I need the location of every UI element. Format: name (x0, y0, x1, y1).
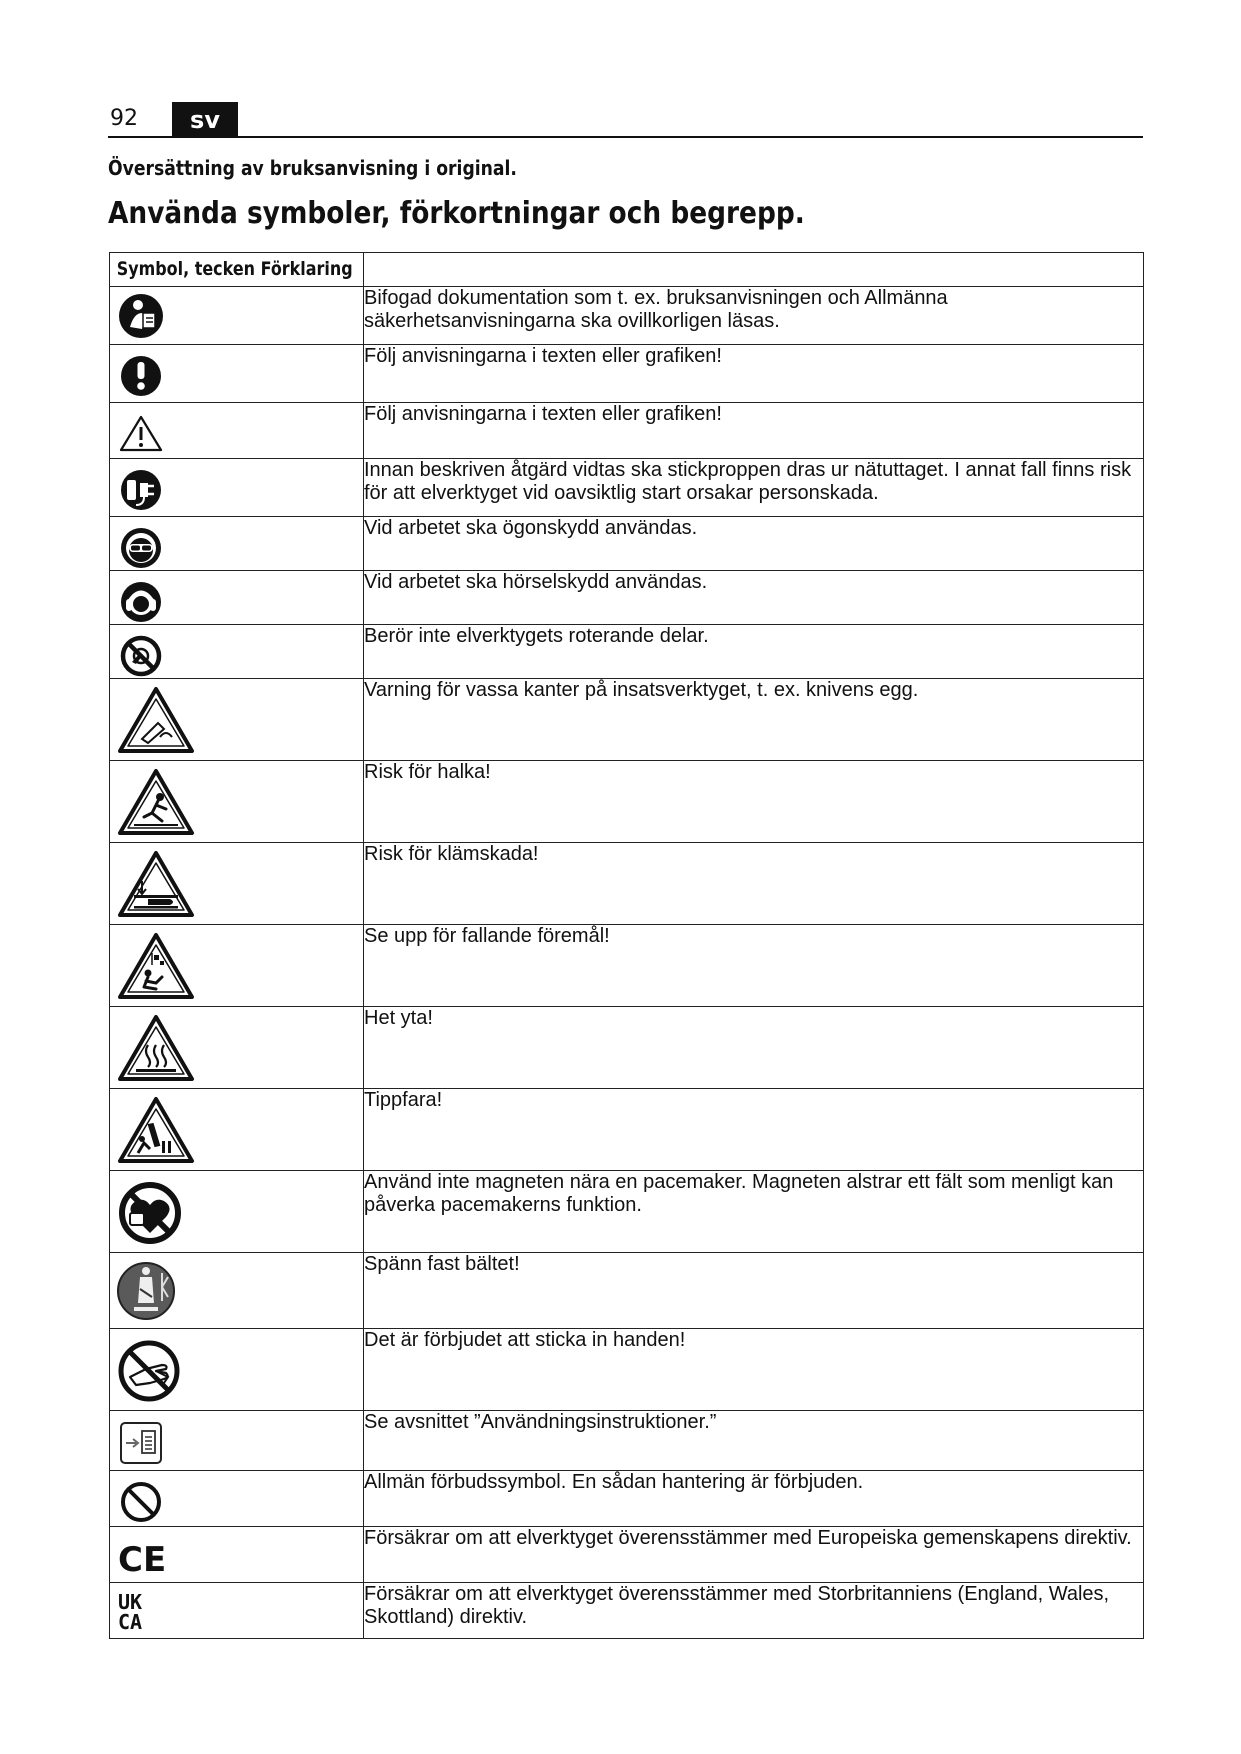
table-row (110, 1527, 1144, 1583)
column-header-blank (364, 253, 1144, 287)
symbol-cell (110, 925, 364, 1007)
table-row (110, 625, 1144, 679)
description-cell: Innan beskriven åtgärd vidtas ska stickproppen dras ur nätuttaget. I annat fall finns risk för att elverktyget vid oavsiktlig start orsakar personskada. (364, 459, 1144, 517)
warning-triangle-icon (116, 407, 166, 457)
description-cell: Försäkrar om att elverktyget överensstämmer med Storbritanniens (England, Wales, Skottland) direktiv. (364, 1583, 1144, 1639)
crush-hazard-icon (116, 847, 196, 921)
unplug-icon (116, 463, 166, 513)
no-touch-rotating-icon (116, 629, 166, 679)
description-cell: Berör inte elverktygets roterande delar. (364, 625, 1144, 679)
ce-mark-icon (116, 1531, 166, 1581)
description-cell: Försäkrar om att elverktyget överensstämmer med Europeiska gemenskapens direktiv. (364, 1527, 1144, 1583)
table-row (110, 1329, 1144, 1411)
description-cell: Tippfara! (364, 1089, 1144, 1171)
table-row (110, 925, 1144, 1007)
symbol-cell (110, 403, 364, 459)
symbol-cell (110, 1171, 364, 1253)
symbol-cell (110, 517, 364, 571)
table-row (110, 403, 1144, 459)
description-cell: Spänn fast bältet! (364, 1253, 1144, 1329)
description-cell: Vid arbetet ska hörselskydd användas. (364, 571, 1144, 625)
symbol-cell (110, 1089, 364, 1171)
symbol-cell (110, 1471, 364, 1527)
symbol-cell (110, 843, 364, 925)
description-cell: Se avsnittet ”Användningsinstruktioner.” (364, 1411, 1144, 1471)
table-row (110, 571, 1144, 625)
page-title: Använda symboler, förkortningar och begrepp. (108, 196, 805, 231)
description-cell: Varning för vassa kanter på insatsverktyget, t. ex. knivens egg. (364, 679, 1144, 761)
table-header-row (110, 253, 1144, 287)
language-badge: sv (172, 102, 238, 136)
table-row (110, 843, 1144, 925)
description-cell: Allmän förbudssymbol. En sådan hantering är förbjuden. (364, 1471, 1144, 1527)
refer-instructions-icon (116, 1415, 166, 1465)
description-cell: Risk för halka! (364, 761, 1144, 843)
symbol-cell (110, 1253, 364, 1329)
symbol-cell (110, 761, 364, 843)
header-rule (108, 136, 1143, 138)
symbol-cell (110, 1527, 364, 1583)
symbol-cell (110, 1329, 364, 1411)
table-row (110, 459, 1144, 517)
description-cell: Se upp för fallande föremål! (364, 925, 1144, 1007)
table-row (110, 1411, 1144, 1471)
ukca-mark-icon (116, 1587, 166, 1637)
slip-hazard-icon (116, 765, 196, 839)
read-manual-icon (116, 291, 166, 341)
table-row (110, 1583, 1144, 1639)
no-hand-insert-icon (116, 1333, 190, 1407)
description-cell: Bifogad dokumentation som t. ex. bruksanvisningen och Allmänna säkerhetsanvisningarna ska ovillkorligen läsas. (364, 287, 1144, 345)
tipping-hazard-icon (116, 1093, 196, 1167)
description-cell: Det är förbjudet att sticka in handen! (364, 1329, 1144, 1411)
hot-surface-icon (116, 1011, 196, 1085)
prohibition-icon (116, 1475, 166, 1525)
symbol-cell (110, 345, 364, 403)
symbol-cell (110, 679, 364, 761)
description-cell: Följ anvisningarna i texten eller grafiken! (364, 403, 1144, 459)
table-row (110, 1007, 1144, 1089)
description-cell: Het yta! (364, 1007, 1144, 1089)
eye-protection-icon (116, 521, 166, 571)
description-cell: Följ anvisningarna i texten eller grafiken! (364, 345, 1144, 403)
table-row (110, 1171, 1144, 1253)
column-header-symbol: Symbol, tecken Förklaring (110, 253, 364, 287)
fasten-belt-icon (116, 1257, 186, 1323)
table-row (110, 345, 1144, 403)
document-subtitle: Översättning av bruksanvisning i original. (108, 156, 517, 180)
no-pacemaker-icon (116, 1175, 190, 1249)
table-row (110, 1253, 1144, 1329)
table-row (110, 761, 1144, 843)
uk-mark-text: UK (118, 1590, 143, 1614)
description-cell: Risk för klämskada! (364, 843, 1144, 925)
ca-mark-text: CA (118, 1610, 143, 1634)
table-row (110, 287, 1144, 345)
description-cell: Vid arbetet ska ögonskydd användas. (364, 517, 1144, 571)
symbol-cell (110, 1583, 364, 1639)
table-row (110, 1471, 1144, 1527)
symbols-table (109, 252, 1144, 1639)
sharp-edge-warning-icon (116, 683, 196, 757)
symbol-cell (110, 287, 364, 345)
symbol-cell (110, 625, 364, 679)
symbol-cell (110, 571, 364, 625)
symbol-cell (110, 459, 364, 517)
table-row (110, 517, 1144, 571)
falling-objects-icon (116, 929, 196, 1003)
hearing-protection-icon (116, 575, 166, 625)
ce-mark-text: CE (118, 1540, 166, 1580)
table-row (110, 679, 1144, 761)
symbol-cell (110, 1007, 364, 1089)
description-cell: Använd inte magneten nära en pacemaker. Magneten alstrar ett fält som menligt kan påverka pacemakerns funktion. (364, 1171, 1144, 1253)
symbol-cell (110, 1411, 364, 1471)
mandatory-exclamation-icon (116, 349, 166, 399)
page-number: 92 (110, 106, 138, 131)
table-row (110, 1089, 1144, 1171)
